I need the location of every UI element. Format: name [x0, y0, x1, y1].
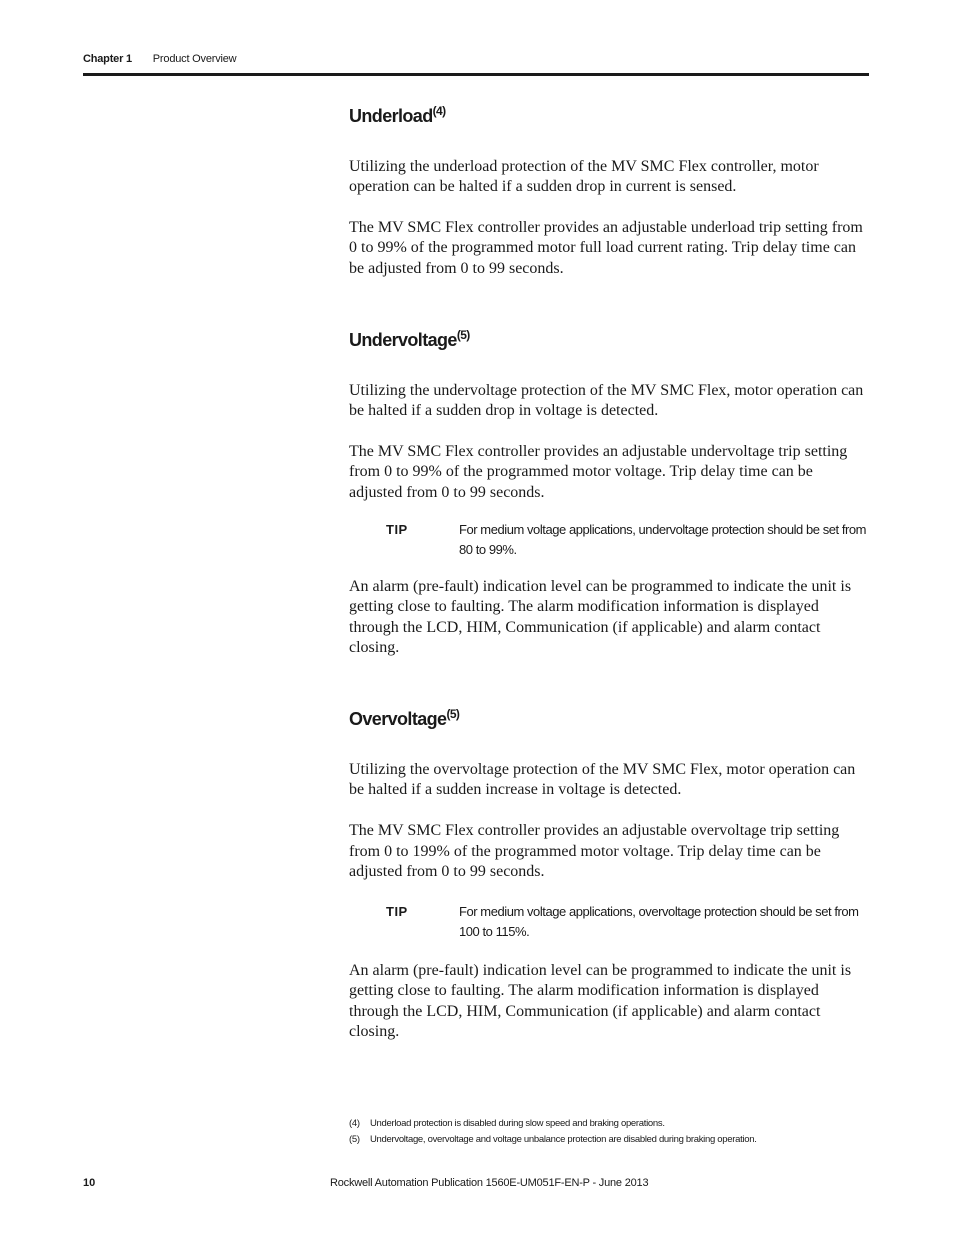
- heading-underload: Underload$^{(4)}$: [349, 104, 446, 126]
- underload-paragraph-2: The MV SMC Flex controller provides an adjustable underload trip setting from 0 to 99% of the programmed motor full load current rating. Trip delay time can be adjusted from 0 to 99 seconds.: [349, 219, 863, 277]
- footnote-5: [349, 1132, 869, 1148]
- page-number: 10: [83, 1177, 96, 1189]
- heading-undervoltage: Undervoltage$^{(5)}$: [349, 327, 470, 350]
- tip-label: TIP: [386, 904, 408, 920]
- footnote-ref-4[interactable]: (4): [432, 104, 446, 118]
- footnote-text: Underload protection is disabled during slow speed and braking operations.: [370, 1118, 665, 1129]
- tip-label: TIP: [386, 521, 408, 537]
- tip-text: For medium voltage applications, overvoltage protection should be set from 100 to 115%.: [459, 904, 859, 940]
- undervoltage-tip: [349, 520, 869, 560]
- header-rule: [83, 73, 869, 76]
- overvoltage-paragraph-2: The MV SMC Flex controller provides an adjustable overvoltage trip setting from 0 to 199% of the programmed motor voltage. Trip delay time can be adjusted from 0 to 99 seconds.: [349, 822, 840, 880]
- footnote-ref-5[interactable]: (5): [456, 327, 470, 342]
- chapter-label: Chapter 1: [83, 53, 132, 65]
- section-label: Product Overview: [152, 53, 237, 65]
- heading-overvoltage: Overvoltage$^{(5)}$: [349, 707, 460, 730]
- undervoltage-paragraph-2: The MV SMC Flex controller provides an adjustable undervoltage trip setting from 0 to 99% of the programmed motor voltage. Trip delay time can be adjusted from 0 to 99 seconds.: [349, 443, 848, 501]
- tip-text: For medium voltage applications, undervoltage protection should be set from 80 to 99%.: [459, 521, 867, 557]
- undervoltage-paragraph-3: An alarm (pre-fault) indication level can be programmed to indicate the unit is getting close to faulting. The alarm modification information is displayed through the LCD, HIM, Communication (if applicable) and alarm contact closing.: [349, 577, 852, 656]
- main-content: [349, 104, 869, 1042]
- footnote-ref-5[interactable]: (5): [446, 707, 460, 722]
- footnote-marker: (4): [349, 1118, 360, 1129]
- footnote-marker: (5): [349, 1134, 360, 1145]
- footnote-4: [349, 1116, 869, 1132]
- footnotes: [349, 1116, 869, 1148]
- overvoltage-paragraph-3: An alarm (pre-fault) indication level can be programmed to indicate the unit is getting close to faulting. The alarm modification information is displayed through the LCD, HIM, Communication (if applicable) and alarm contact closing.: [349, 962, 852, 1041]
- page-header: [83, 53, 236, 65]
- undervoltage-paragraph-1: Utilizing the undervoltage protection of the MV SMC Flex, motor operation can be halted if a sudden drop in voltage is detected.: [349, 381, 864, 420]
- publication-info: Rockwell Automation Publication 1560E-UM051F-EN-P - June 2013: [330, 1177, 649, 1189]
- overvoltage-paragraph-1: Utilizing the overvoltage protection of the MV SMC Flex, motor operation can be halted if a sudden increase in voltage is detected.: [349, 761, 856, 799]
- overvoltage-tip: [349, 902, 869, 942]
- underload-paragraph-1: Utilizing the underload protection of the MV SMC Flex controller, motor operation can be halted if a sudden drop in current is sensed.: [349, 158, 819, 196]
- footnote-text: Undervoltage, overvoltage and voltage unbalance protection are disabled during braking operation.: [370, 1134, 757, 1145]
